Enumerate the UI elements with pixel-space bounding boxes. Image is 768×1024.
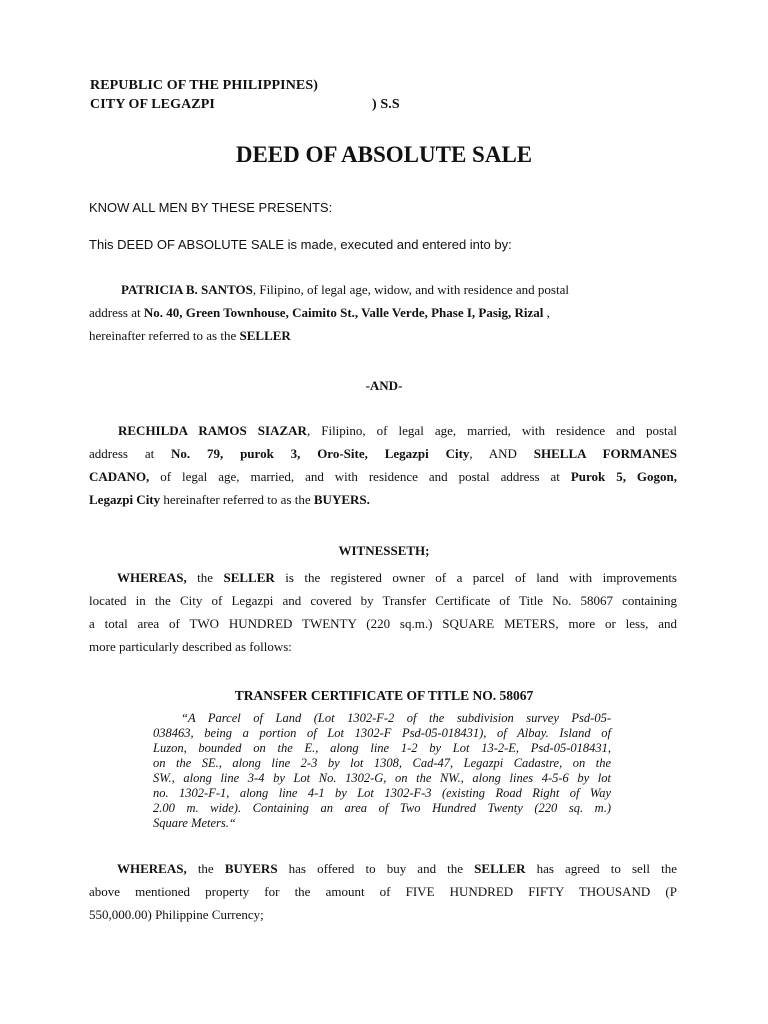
- buyer2-address-b: Legazpi City: [89, 492, 161, 507]
- buyers-ref-prefix: hereinafter referred to as the: [160, 492, 314, 507]
- whereas2-lead: WHEREAS,: [117, 861, 187, 876]
- buyers-role: BUYERS.: [313, 492, 370, 507]
- seller-address-suffix: ,: [543, 305, 550, 320]
- header-ss: ) S.S: [372, 97, 400, 112]
- witnesseth-heading: WITNESSETH;: [338, 543, 430, 558]
- buyer2-name-b: CADANO,: [89, 469, 150, 484]
- quote-line: on the SE., along line 2-3 by lot 1308, Cad-47, Legazpi Cadastre, on the: [153, 756, 611, 770]
- whereas2-buyers: BUYERS: [224, 861, 278, 876]
- quote-line: Square Meters.“: [153, 816, 236, 830]
- buyers-line-1: [118, 420, 677, 442]
- buyers-line-2: [89, 443, 677, 465]
- buyer1-address-prefix: address at: [89, 446, 172, 461]
- whereas2-p3: has agreed to sell the: [525, 861, 678, 876]
- intro-line: This DEED OF ABSOLUTE SALE is made, executed and entered into by:: [89, 237, 512, 252]
- whereas2-p2: has offered to buy and the: [277, 861, 475, 876]
- header-republic: REPUBLIC OF THE PHILIPPINES): [90, 78, 319, 93]
- quote-line: no. 1302-F-1, along line 4-1 by Lot 1302-F-3 (existing Road Right of Way: [153, 786, 611, 800]
- seller-ref-prefix: hereinafter referred to as the: [89, 328, 240, 343]
- seller-address: No. 40, Green Townhouse, Caimito St., Valle Verde, Phase I, Pasig, Rizal: [143, 305, 544, 320]
- seller-name: PATRICIA B. SANTOS: [121, 282, 253, 297]
- know-all-line: KNOW ALL MEN BY THESE PRESENTS:: [89, 200, 333, 215]
- whereas2-line-2: above mentioned property for the amount of FIVE HUNDRED FIFTY THOUSAND (P: [89, 884, 677, 899]
- seller-address-prefix: address at: [89, 305, 144, 320]
- buyer2-address-a: Purok 5, Gogon,: [570, 469, 677, 484]
- document-title: DEED OF ABSOLUTE SALE: [235, 142, 533, 167]
- whereas2-p1: the: [186, 861, 225, 876]
- header-city: CITY OF LEGAZPI: [90, 97, 215, 112]
- buyers-line-3: [89, 466, 677, 488]
- buyer1-name: RECHILDA RAMOS SIAZAR: [118, 423, 307, 438]
- whereas2-line-3: 550,000.00) Philippine Currency;: [89, 907, 264, 922]
- buyers-and-word: , AND: [469, 446, 534, 461]
- seller-role: SELLER: [239, 328, 291, 343]
- whereas1-p2: is the registered owner of a parcel of land with improvements: [274, 570, 677, 585]
- whereas1-line-1: [117, 567, 677, 589]
- quote-line: Luzon, bounded on the E., along line 1-2 by Lot 13-2-E, Psd-05-018431,: [153, 741, 611, 755]
- whereas2-seller: SELLER: [474, 861, 526, 876]
- quote-line: SW., along line 3-4 by Lot No. 1302-G, on the NW., along lines 4-5-6 by lot: [153, 771, 611, 785]
- seller-line-3: [89, 325, 677, 347]
- and-separator: -AND-: [365, 378, 403, 393]
- buyers-line-4: [89, 489, 677, 511]
- whereas1-line-4: more particularly described as follows:: [89, 639, 292, 654]
- buyer2-desc: of legal age, married, and with residence and postal address at: [149, 469, 571, 484]
- buyer1-desc: , Filipino, of legal age, married, with residence and postal: [306, 423, 677, 438]
- seller-desc: , Filipino, of legal age, widow, and with residence and postal: [252, 282, 569, 297]
- whereas1-line-3: a total area of TWO HUNDRED TWENTY (220 sq.m.) SQUARE METERS, more or less, and: [89, 616, 677, 631]
- buyer2-name-a: SHELLA FORMANES: [533, 446, 678, 461]
- buyer1-address: No. 79, purok 3, Oro-Site, Legazpi City: [171, 446, 470, 461]
- whereas1-line-2: located in the City of Legazpi and covered by Transfer Certificate of Title No. 58067 containing: [89, 593, 677, 608]
- whereas1-seller: SELLER: [223, 570, 275, 585]
- seller-line-2: [89, 302, 677, 324]
- quote-line: 038463, being a portion of Lot 1302-F Psd-05-018431), of Albay. Island of: [153, 726, 611, 740]
- seller-line-1: [121, 279, 643, 301]
- tct-heading: TRANSFER CERTIFICATE OF TITLE NO. 58067: [234, 688, 534, 703]
- land-description-quote: [153, 711, 611, 835]
- whereas2-line-1: [117, 858, 677, 880]
- whereas1-p1: the: [186, 570, 224, 585]
- quote-line: 2.00 m. wide). Containing an area of Two Hundred Twenty (220 sq. m.): [153, 801, 611, 815]
- quote-line: “A Parcel of Land (Lot 1302-F-2 of the subdivision survey Psd-05-: [181, 711, 611, 725]
- whereas1-lead: WHEREAS,: [117, 570, 187, 585]
